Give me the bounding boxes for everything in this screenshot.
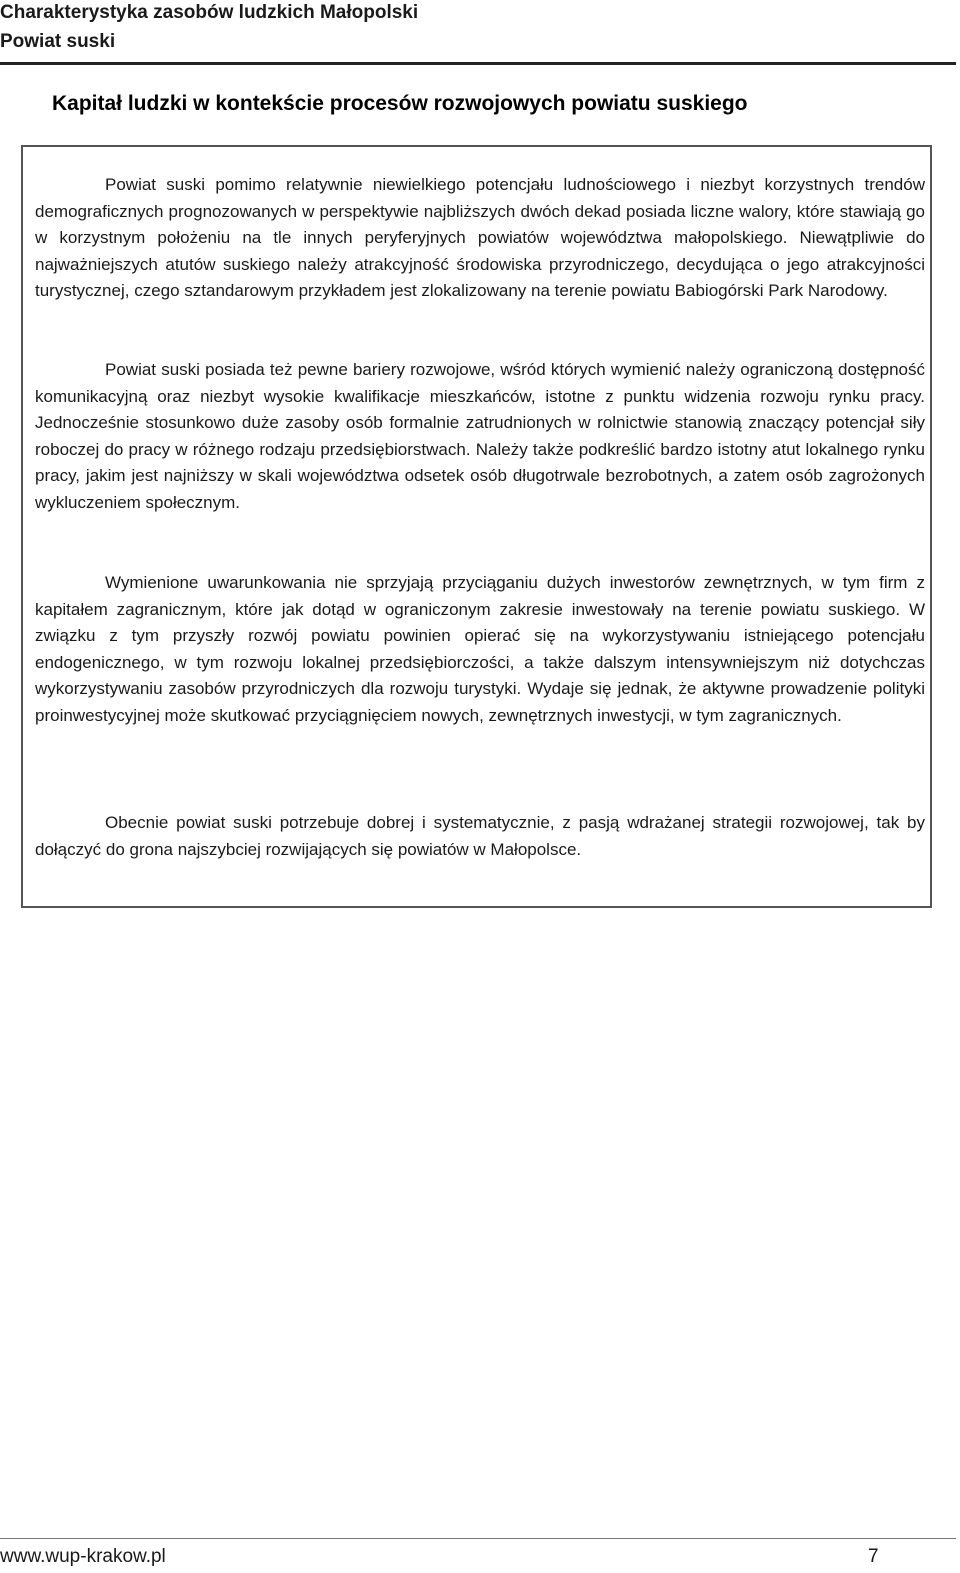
footer-divider [0,1538,956,1539]
paragraph: Obecnie powiat suski potrzebuje dobrej i systematycznie, z pasją wdrażanej strategii rozwojowej, tak by dołączyć do grona najszybciej rozwijających się powiatów w Małopolsce. [35,813,925,859]
section-title: Kapitał ludzki w kontekście procesów rozwojowych powiatu suskiego [52,92,748,115]
paragraph: Powiat suski pomimo relatywnie niewielkiego potencjału ludnościowego i niezbyt korzystnych trendów demograficznych prognozowanych w perspektywie najbliższych dwóch dekad posiada liczne walory, które stawiają go w korzystnym położeniu na tle innych peryferyjnych powiatów województwa małopolskiego. Niewątpliwie do najważniejszych atutów suskiego należy atrakcyjność środowiska przyrodniczego, decydująca o jego atrakcyjności turystycznej, czego sztandarowym przykładem jest zlokalizowany na terenie powiatu Babiogórski Park Narodowy. [35,175,925,301]
page-footer [0,1538,960,1573]
paragraph: Wymienione uwarunkowania nie sprzyjają przyciąganiu dużych inwestorów zewnętrznych, w tym firm z kapitałem zagranicznym, które jak dotąd w ograniczonym zakresie inwestowały na terenie powiatu suskiego. W związku z tym przyszły rozwój powiatu powinien opierać się na wykorzystywaniu istniejącego potencjału endogenicznego, w tym rozwoju lokalnej przedsiębiorczości, a także dalszym intensywniejszym niż dotychczas wykorzystywaniu zasobów przyrodniczych dla rozwoju turystyki. Wydaje się jednak, że aktywne prowadzenie polityki proinwestycyjnej może skutkować przyciągnięciem nowych, zewnętrznych inwestycji, w tym zagranicznych. [35,573,925,725]
page-number: 7 [868,1546,879,1567]
footer-website-link[interactable]: www.wup-krakow.pl [0,1546,166,1567]
page-header [0,0,960,66]
document-subtitle: Powiat suski [0,31,116,52]
header-divider [0,62,956,65]
text-box [21,145,932,908]
document-title: Charakterystyka zasobów ludzkich Małopolski [0,2,419,23]
paragraph: Powiat suski posiada też pewne bariery rozwojowe, wśród których wymienić należy ograniczoną dostępność komunikacyjną oraz niezbyt wysokie kwalifikacje mieszkańców, istotne z punktu widzenia rozwoju rynku pracy. Jednocześnie stosunkowo duże zasoby osób formalnie zatrudnionych w rolnictwie stanowią znaczący potencjał siły roboczej do pracy w różnego rodzaju przedsiębiorstwach. Należy także podkreślić bardzo istotny atut lokalnego rynku pracy, jakim jest najniższy w skali województwa odsetek osób długotrwale bezrobotnych, a zatem osób zagrożonych wykluczeniem społecznym. [35,360,925,512]
